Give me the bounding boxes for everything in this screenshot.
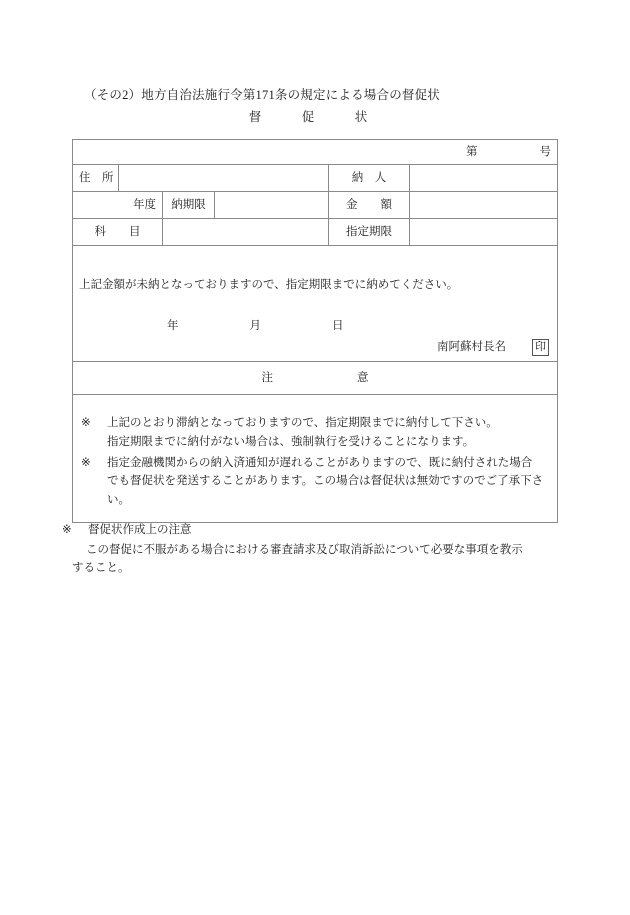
notice-item-text: [107, 414, 551, 451]
footer-notes: [62, 521, 572, 578]
signer-name: 南阿蘇村長名: [437, 341, 507, 354]
table-row-fiscal-year: [73, 192, 558, 219]
notice-item: [81, 454, 551, 510]
notice-item: [81, 414, 551, 451]
document-subtitle: [0, 107, 630, 125]
notice-item-line: 指定金融機関からの納入済通知が遅れることがありますので、既に納付された場合: [107, 456, 533, 469]
due-date-value[interactable]: [215, 192, 329, 219]
document-subtitle-text: 督 促 状: [248, 110, 382, 124]
table-row-notice-heading: [73, 362, 558, 395]
notice-heading-cell: [73, 362, 558, 395]
footer-mark: ※: [62, 524, 72, 536]
due-date-label: 納期限: [163, 192, 215, 219]
fiscal-year-label: 年度: [73, 192, 163, 219]
dunning-form-table: [72, 139, 558, 523]
body-date-line-text: 年 月 日: [167, 320, 360, 333]
designated-deadline-value[interactable]: [410, 219, 558, 246]
notice-item-text: [107, 454, 551, 510]
footer-detail: [72, 541, 572, 578]
footer-heading: 督促状作成上の注意: [88, 524, 192, 536]
footer-detail-line-1: この督促に不服がある場合における審査請求及び取消訴訟について必要な事項を教示: [86, 543, 523, 556]
payer-value[interactable]: [410, 165, 558, 192]
body-date-line: [167, 319, 551, 334]
notice-item-mark: ※: [81, 456, 91, 469]
seal-stamp-box: 印: [532, 339, 549, 356]
amount-label: 金 額: [329, 192, 410, 219]
address-value[interactable]: [119, 165, 329, 192]
document-title: （その2）地方自治法施行令第171条の規定による場合の督促状: [84, 88, 441, 102]
designated-deadline-label: 指定期限: [329, 219, 410, 246]
table-row-number: [73, 140, 558, 165]
table-row-address: [73, 165, 558, 192]
footer-heading-row: [62, 521, 572, 540]
table-row-notice-items: [73, 395, 558, 523]
number-suffix-label: 号: [539, 145, 552, 158]
notice-item-mark: ※: [81, 417, 91, 430]
subject-label: 科 目: [73, 219, 163, 246]
number-prefix-label: 第: [466, 145, 478, 158]
body-cell: [73, 246, 558, 362]
notice-heading-left: 注: [261, 371, 274, 384]
notice-heading-right: 意: [357, 371, 369, 384]
subject-value[interactable]: [163, 219, 329, 246]
document-number-cell: [73, 140, 558, 165]
notice-item-line: 指定期限までに納付がない場合は、強制執行を受けることになります。: [107, 436, 475, 449]
amount-value[interactable]: [410, 192, 558, 219]
table-row-body: [73, 246, 558, 362]
footer-detail-line-2: すること。: [72, 562, 130, 575]
notice-item-line: い。: [107, 493, 130, 506]
table-row-subject: [73, 219, 558, 246]
notice-item-line: 上記のとおり滞納となっておりますので、指定期限までに納付して下さい。: [107, 417, 498, 430]
payer-label: 納 人: [329, 165, 410, 192]
signature-line: [437, 339, 549, 356]
body-statement: 上記金額が未納となっておりますので、指定期限までに納めてください。: [79, 278, 459, 291]
notice-item-line: でも督促状を発送することがあります。この場合は督促状は無効ですのでご了承下さ: [107, 475, 544, 488]
address-label: 住 所: [73, 165, 119, 192]
notice-items-cell: [73, 395, 558, 523]
